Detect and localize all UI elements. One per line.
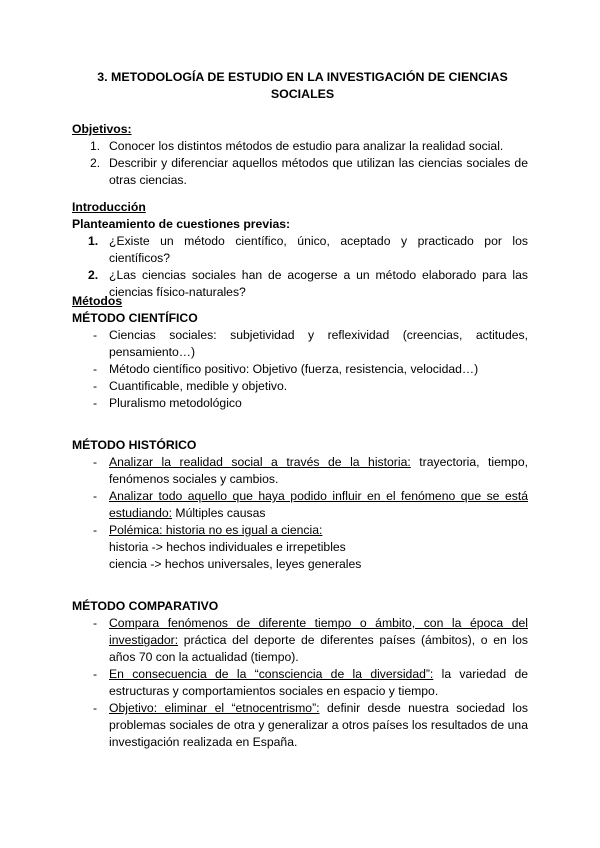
list-number: 1.: [90, 139, 101, 153]
list-text: Método científico positivo: Objetivo (fuerza, resistencia, velocidad…): [109, 362, 479, 376]
dash-bullet: -: [93, 667, 98, 681]
list-subline: historia -> hechos individuales e irrepetibles: [109, 540, 346, 554]
list-item: [72, 395, 528, 412]
list-text: definir desde nuestra sociedad los problemas sociales de otra y generalizar a otros países los resultados de una investigación realizada en España.: [109, 701, 528, 749]
underlined-text: Objetivo: eliminar el “etnocentrismo”:: [109, 701, 320, 715]
dash-bullet: -: [93, 523, 98, 537]
introduccion-section: [72, 199, 528, 301]
document-title: [90, 69, 515, 103]
list-item: [72, 666, 528, 700]
list-item: [72, 615, 528, 666]
list-text: Múltiples causas: [172, 506, 266, 520]
underlined-text: Compara fenómenos de diferente tiempo o ámbito, con la época del investigador:: [109, 616, 528, 647]
list-text: Ciencias sociales: subjetividad y reflexividad (creencias, actitudes, pensamiento…): [109, 328, 528, 359]
metodo-historico-section: [72, 437, 528, 573]
list-text: ¿Las ciencias sociales han de acogerse a un método elaborado para las ciencias físico-naturales?: [109, 268, 528, 299]
list-text: Pluralismo metodológico: [109, 396, 242, 410]
list-number: 2.: [88, 268, 99, 282]
list-item: [72, 361, 528, 378]
cuestiones-heading: Planteamiento de cuestiones previas:: [72, 217, 291, 231]
list-number: 2.: [90, 156, 101, 170]
title-line-2: SOCIALES: [270, 87, 335, 101]
metodo-comparativo-heading: MÉTODO COMPARATIVO: [72, 599, 219, 613]
list-text: trayectoria, tiempo, fenómenos sociales y cambios.: [109, 455, 529, 486]
list-item: [72, 522, 528, 573]
metodo-cientifico-heading: MÉTODO CIENTÍFICO: [72, 311, 198, 325]
dash-bullet: -: [93, 396, 98, 410]
list-item: [72, 700, 528, 751]
metodos-section: [72, 293, 528, 412]
underlined-text: Polémica: historia no es igual a ciencia:: [109, 523, 323, 537]
list-text: práctica del deporte de diferentes países (ámbitos), o en los años 70 con la actualidad (tiempo).: [109, 633, 528, 664]
dash-bullet: -: [93, 362, 98, 376]
metodo-comparativo-section: [72, 598, 528, 751]
list-item: [72, 488, 528, 522]
metodos-heading: Métodos: [72, 294, 123, 308]
list-text: Conocer los distintos métodos de estudio para analizar la realidad social.: [109, 139, 504, 153]
list-number: 1.: [88, 234, 99, 248]
list-text: la variedad de estructuras y comportamientos sociales en espacio y tiempo.: [109, 667, 529, 698]
list-text: ¿Existe un método científico, único, aceptado y practicado por los científicos?: [109, 234, 528, 265]
list-item: [72, 155, 528, 189]
metodo-historico-heading: MÉTODO HISTÓRICO: [72, 438, 197, 452]
dash-bullet: -: [93, 455, 98, 469]
objetivos-section: [72, 121, 528, 189]
dash-bullet: -: [93, 616, 98, 630]
list-text: Cuantificable, medible y objetivo.: [109, 379, 288, 393]
objetivos-heading: Objetivos:: [72, 122, 132, 136]
dash-bullet: -: [93, 328, 98, 342]
dash-bullet: -: [93, 701, 98, 715]
dash-bullet: -: [93, 489, 98, 503]
underlined-text: En consecuencia de la “consciencia de la diversidad”:: [109, 667, 434, 681]
title-line-1: 3. METODOLOGÍA DE ESTUDIO EN LA INVESTIGACIÓN DE CIENCIAS: [97, 70, 508, 84]
introduccion-heading: Introducción: [72, 200, 146, 214]
list-item: [72, 233, 528, 267]
list-item: [72, 138, 528, 155]
list-item: [72, 378, 528, 395]
underlined-text: Analizar la realidad social a través de la historia:: [109, 455, 411, 469]
list-subline: ciencia -> hechos universales, leyes generales: [109, 557, 362, 571]
list-text: Describir y diferenciar aquellos métodos que utilizan las ciencias sociales de otras ciencias.: [109, 156, 528, 187]
list-item: [72, 454, 528, 488]
list-item: [72, 327, 528, 361]
underlined-text: Analizar todo aquello que haya podido influir en el fenómeno que se está estudiando:: [109, 489, 528, 520]
dash-bullet: -: [93, 379, 98, 393]
